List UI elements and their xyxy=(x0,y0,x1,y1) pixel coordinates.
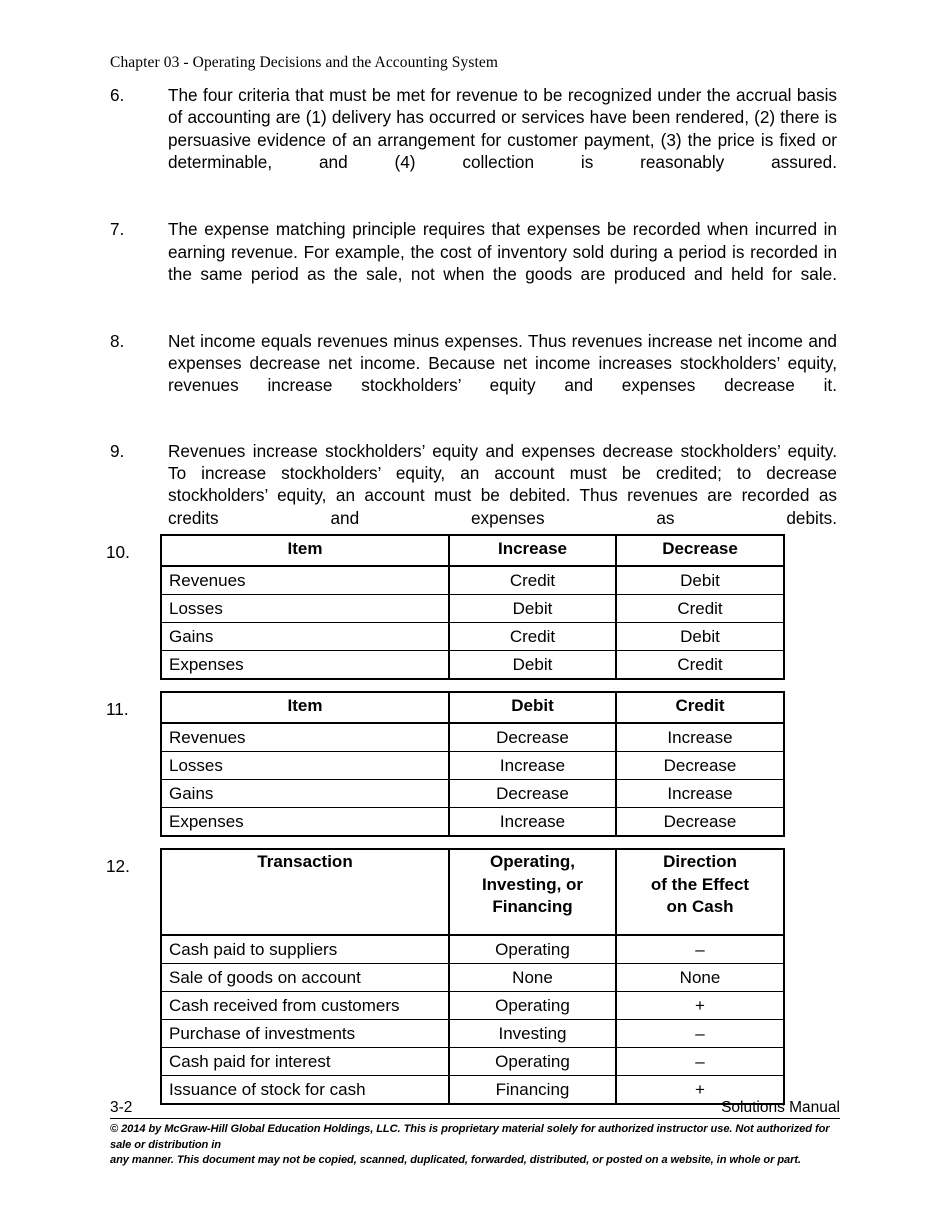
copyright-notice xyxy=(110,1122,840,1169)
table10-r0-increase: Credit xyxy=(449,566,616,595)
question-text-9: Revenues increase stockholders’ equity and expenses decrease stockholders’ equity. To increase stockholders’ equity, an account must be credited; to decrease stockholders’ equity, an account must be debited. Thus revenues are recorded as credits and expenses as debits. xyxy=(168,440,837,528)
table-row xyxy=(161,964,784,992)
table12-r5-category: Financing xyxy=(449,1076,616,1105)
table-row xyxy=(161,723,784,752)
table12-header-direction-line3: on Cash xyxy=(666,897,734,916)
table10-r3-decrease: Credit xyxy=(616,651,784,680)
table11-r2-item: Gains xyxy=(161,780,449,808)
table11-r0-debit: Decrease xyxy=(449,723,616,752)
table12-r5-direction: + xyxy=(616,1076,784,1105)
table12-header-category-line1: Operating, xyxy=(489,852,575,871)
table11-r0-item: Revenues xyxy=(161,723,449,752)
table11-r0-credit: Increase xyxy=(616,723,784,752)
table12-r1-category: None xyxy=(449,964,616,992)
question-text-6: The four criteria that must be met for revenue to be recognized under the accrual basis of accounting are (1) delivery has occurred or services have been rendered, (2) there is persuasive evidence of an arrangement for customer payment, (3) the price is fixed or determinable, and (4) collection is reasonably assured. xyxy=(168,85,837,172)
table-row xyxy=(161,595,784,623)
table10-r2-decrease: Debit xyxy=(616,623,784,651)
table12-header-direction-line2: of the Effect xyxy=(650,874,750,894)
table-12-cash-flow-classification xyxy=(160,848,785,1105)
table10-r2-increase: Credit xyxy=(449,623,616,651)
questions-list xyxy=(0,84,950,551)
question-item-6 xyxy=(0,84,950,195)
table10-header-item: Item xyxy=(161,535,449,566)
table12-r4-transaction: Cash paid for interest xyxy=(161,1048,449,1076)
footer-rule-row xyxy=(110,1098,840,1119)
table12-header-direction-line1: Direction xyxy=(663,852,737,871)
table10-r1-item: Losses xyxy=(161,595,449,623)
table12-header-category xyxy=(449,849,616,935)
table-number-12: 12. xyxy=(106,856,130,876)
table12-r0-direction: – xyxy=(616,935,784,964)
table-row xyxy=(161,780,784,808)
question-text-8: Net income equals revenues minus expenses. Thus revenues increase net income and expenses decrease net income. Because net income increases stockholders’ equity, revenues increase stockholders’ equity and expenses decrease it. xyxy=(168,330,837,396)
table12-r2-transaction: Cash received from customers xyxy=(161,992,449,1020)
table12-r0-category: Operating xyxy=(449,935,616,964)
table11-r3-credit: Decrease xyxy=(616,808,784,837)
question-number-7: 7. xyxy=(110,219,125,240)
question-text-7: The expense matching principle requires that expenses be recorded when incurred in earning revenue. For example, the cost of inventory sold during a period is recorded in the same period as the sale, not when the goods are produced and held for sale. xyxy=(168,219,837,285)
running-header: Chapter 03 - Operating Decisions and the Accounting System xyxy=(110,54,499,71)
footer-manual-label: Solutions Manual xyxy=(721,1099,840,1116)
table10-r2-item: Gains xyxy=(161,623,449,651)
table12-header-transaction xyxy=(161,849,449,935)
table-row xyxy=(161,808,784,837)
table12-r3-direction: – xyxy=(616,1020,784,1048)
table10-r0-decrease: Debit xyxy=(616,566,784,595)
table10-r1-increase: Debit xyxy=(449,595,616,623)
table-row xyxy=(161,935,784,964)
table-row xyxy=(161,1048,784,1076)
table11-header-item: Item xyxy=(161,692,449,723)
table11-header-debit: Debit xyxy=(449,692,616,723)
page-footer xyxy=(110,1098,840,1169)
question-item-8 xyxy=(0,330,950,419)
table-row xyxy=(161,566,784,595)
table11-r3-item: Expenses xyxy=(161,808,449,837)
table10-r1-decrease: Credit xyxy=(616,595,784,623)
footer-page-number: 3-2 xyxy=(110,1099,133,1116)
question-number-8: 8. xyxy=(110,330,125,351)
table12-header-transaction-text: Transaction xyxy=(257,852,353,871)
question-number-6: 6. xyxy=(110,85,125,105)
table12-header-category-line3: Financing xyxy=(492,897,573,916)
table11-r3-debit: Increase xyxy=(449,808,616,837)
table11-r2-credit: Increase xyxy=(616,780,784,808)
table-11-item-debit-credit xyxy=(160,691,785,837)
table10-header-increase: Increase xyxy=(449,535,616,566)
table-row xyxy=(161,992,784,1020)
question-number-9: 9. xyxy=(110,440,125,461)
table12-r5-transaction: Issuance of stock for cash xyxy=(161,1076,449,1105)
table-number-11: 11. xyxy=(106,699,129,719)
table-row xyxy=(161,752,784,780)
table10-header-decrease: Decrease xyxy=(616,535,784,566)
table12-r4-direction: – xyxy=(616,1048,784,1076)
table-header-row xyxy=(161,535,784,566)
question-item-7 xyxy=(0,218,950,307)
table12-r2-direction: + xyxy=(616,992,784,1020)
table12-r3-transaction: Purchase of investments xyxy=(161,1020,449,1048)
table-row xyxy=(161,1020,784,1048)
table12-header-direction xyxy=(616,849,784,935)
copyright-line-2: any manner. This document may not be copied, scanned, duplicated, forwarded, distributed, or posted on a website, in whole or part. xyxy=(110,1154,802,1166)
table11-header-credit: Credit xyxy=(616,692,784,723)
table-row xyxy=(161,623,784,651)
table-header-row xyxy=(161,692,784,723)
table-header-row xyxy=(161,849,784,935)
table12-r1-direction: None xyxy=(616,964,784,992)
table12-r2-category: Operating xyxy=(449,992,616,1020)
table12-r3-category: Investing xyxy=(449,1020,616,1048)
table12-r4-category: Operating xyxy=(449,1048,616,1076)
table11-r1-debit: Increase xyxy=(449,752,616,780)
table-number-10: 10. xyxy=(106,542,130,562)
table11-r1-credit: Decrease xyxy=(616,752,784,780)
table-row xyxy=(161,651,784,680)
table10-r3-increase: Debit xyxy=(449,651,616,680)
table11-r2-debit: Decrease xyxy=(449,780,616,808)
table10-r3-item: Expenses xyxy=(161,651,449,680)
table12-r0-transaction: Cash paid to suppliers xyxy=(161,935,449,964)
table12-r1-transaction: Sale of goods on account xyxy=(161,964,449,992)
table-10-debit-credit-increase-decrease xyxy=(160,534,785,680)
table12-header-category-line2: Investing, or xyxy=(481,874,584,894)
table10-r0-item: Revenues xyxy=(161,566,449,595)
table11-r1-item: Losses xyxy=(161,752,449,780)
copyright-line-1: © 2014 by McGraw-Hill Global Education Holdings, LLC. This is proprietary material solely for authorized instructor use. Not authorized for sale or distribution in xyxy=(110,1123,830,1151)
